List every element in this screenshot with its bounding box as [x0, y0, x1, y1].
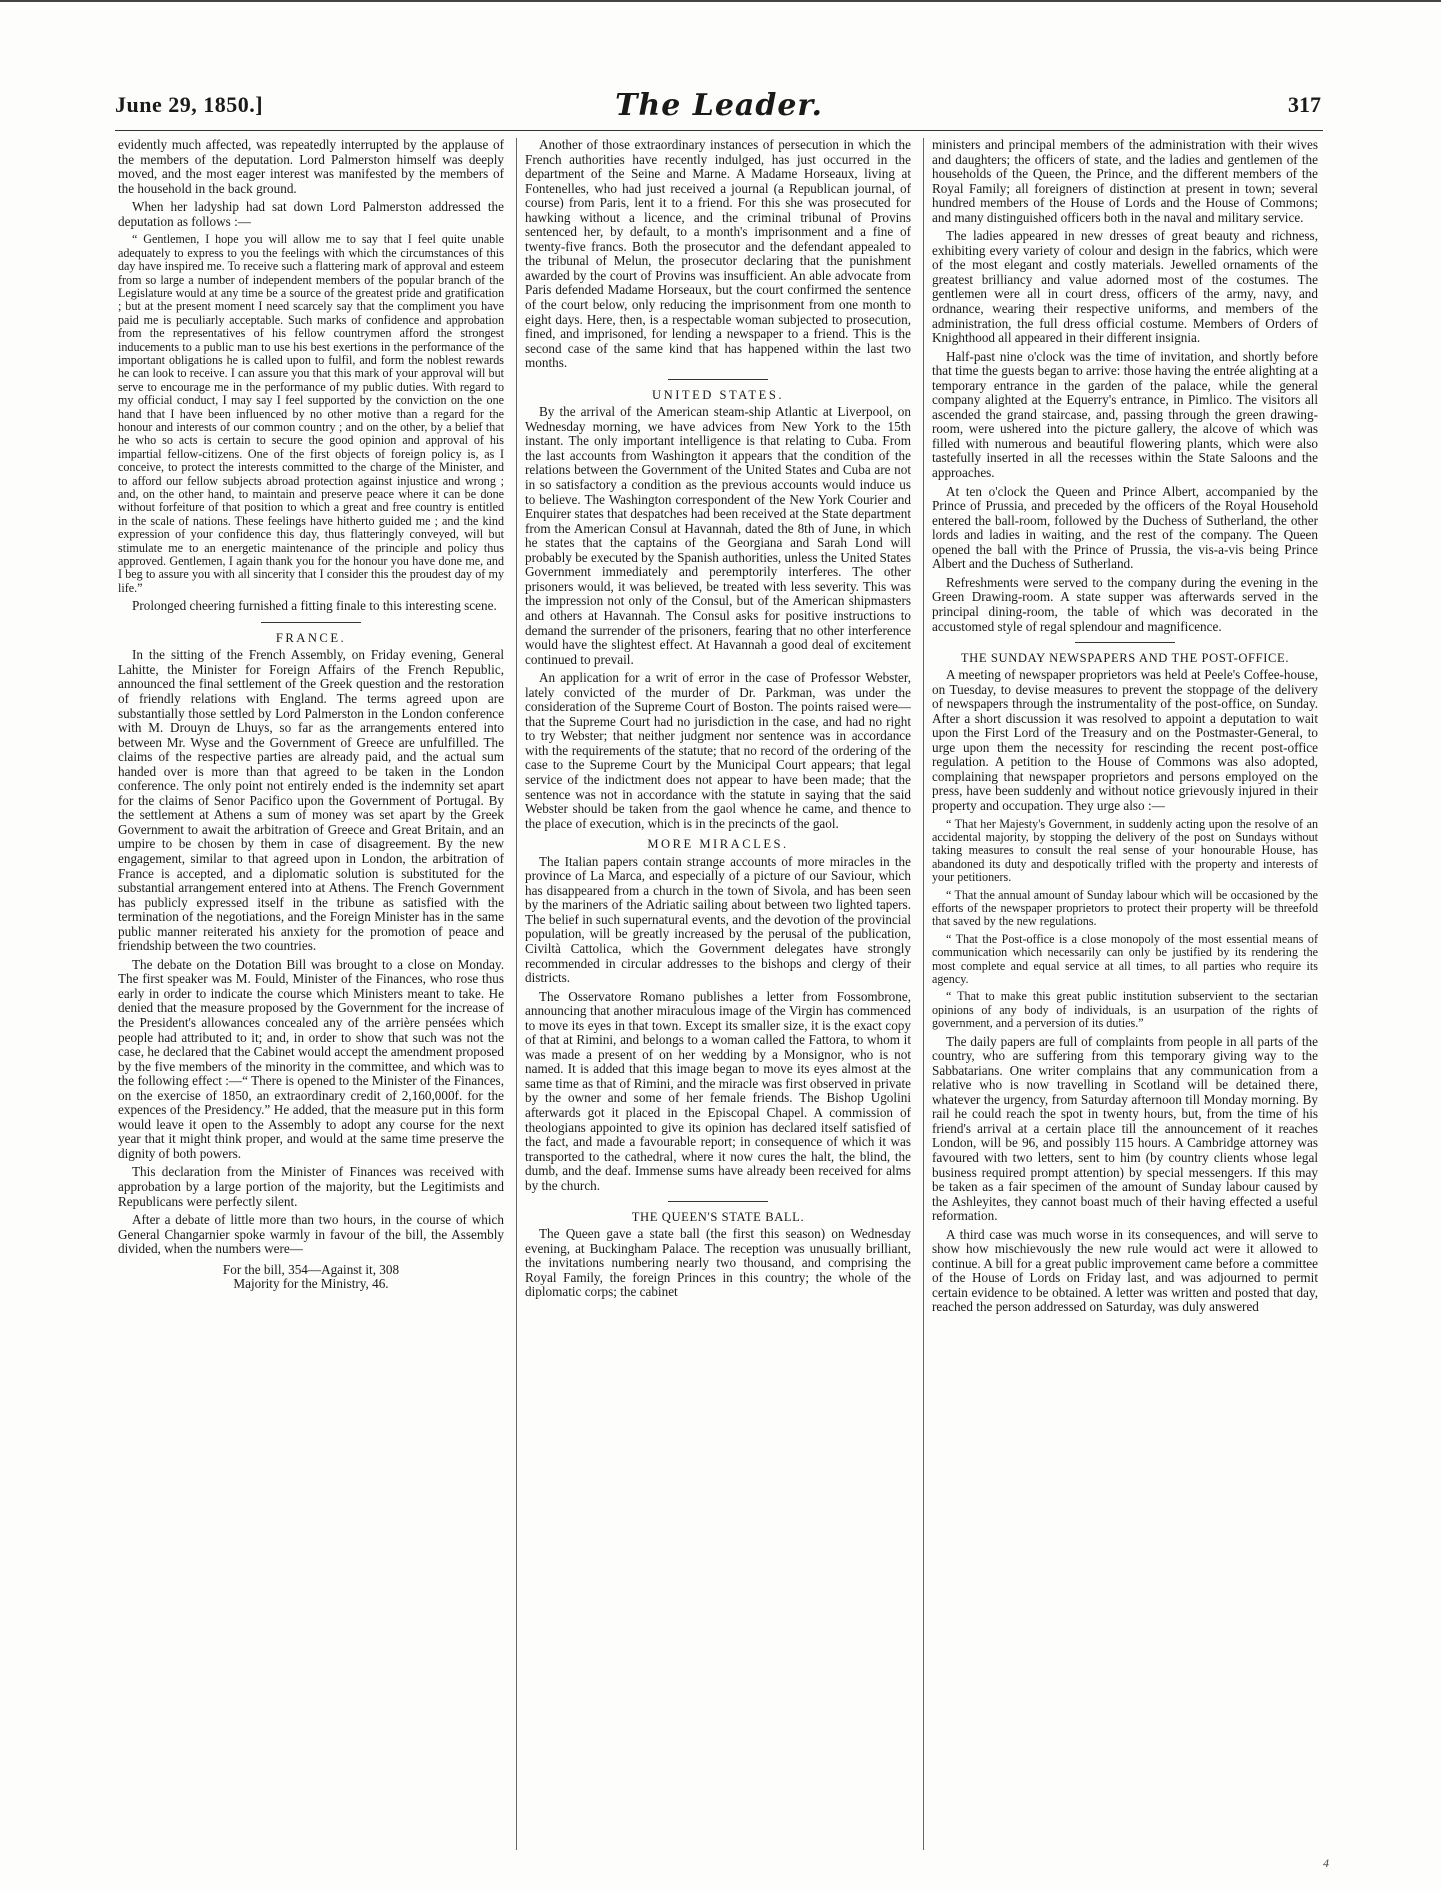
paragraph: Another of those extraordinary instances of persecution in which the French authorities have recently indulged, has just occurred in the department of the Seine and Marne. A Madame Horseaux, living at Fontenelles, who had just received a journal (a Republican journal, of course) from Paris, lent it to a friend. For this she was prosecuted for hawking without a licence, and the criminal tribunal of Provins sentenced her, by default, to a month's imprisonment and a fine of twenty-five francs. Both the prosecutor and the defendant appealed to the tribunal of Melun, the prosecutor declaring that the punishment awarded by the court of Provins was insufficient. An able advocate from Paris defended Madame Horseaux, but the court confirmed the sentence of the court below, only reducing the imprisonment from one month to eight days. Here, then, is a respectable woman subjected to prosecution, fined, and imprisoned, for lending a newspaper to a friend. This is the second case of the same kind that has happened within the last two months.	[525, 138, 911, 371]
column-rule	[516, 138, 517, 1850]
paragraph: A meeting of newspaper proprietors was held at Peele's Coffee-house, on Tuesday, to devise measures to prevent the stoppage of the delivery of newspapers through the instrumentality of the post-office, on Sunday. After a short discussion it was resolved to appoint a deputation to wait upon the First Lord of the Treasury and on the Postmaster-General, to urge upon them the necessity for rescinding the recent post-office regulation. A petition to the House of Commons was also adopted, complaining that newspaper proprietors and persons employed on the press, have been suddenly and without notice grievously injured in their property and occupation. They urge also :—	[932, 667, 1318, 813]
paragraph: The debate on the Dotation Bill was brought to a close on Monday. The first speaker was M. Fould, Minister of the Finances, who rose thus early in order to indicate the course which Ministers meant to take. He denied that the measure proposed by the Government for the increase of the President's allowances concealed any of the arrière pensées which people had attributed to it; and, in order to show that such was not the case, he declared that the Cabinet would accept the amendment proposed by the five members of the minority in the committee, and which was to the following effect :—“ There is opened to the Minister of the Finances, on the exercise of 1850, an extraordinary credit of 2,160,000f. for the expences of the Presidency.” He added, that the measure put in this form would leave it open to the Assembly to adopt any course for the next year that it might think proper, and would at the same time preserve the dignity of both powers.	[118, 956, 504, 1161]
page-corner-mark: 4	[1323, 1856, 1329, 1870]
petition-quote: “ That the annual amount of Sunday labour which will be occasioned by the efforts of the newspaper proprietors to protect their property will be threefold that saved by the new regulations.	[932, 887, 1318, 929]
section-divider	[668, 1201, 768, 1202]
top-rule	[0, 0, 1441, 16]
paragraph: After a debate of little more than two hours, in the course of which General Changarnier spoke warmly in favour of the bill, the Assembly divided, when the numbers were—	[118, 1212, 504, 1257]
paragraph: By the arrival of the American steam-ship Atlantic at Liverpool, on Wednesday morning, we have advices from New York to the 15th instant. The only important intelligence is that relating to Cuba. From the last accounts from Washington it appears that the condition of the relations between the Government of the United States and Cuba are not in so satisfactory a condition as the previous accounts would induce us to believe. The Washington correspondent of the New York Courier and Enquirer states that despatches had been received at the State department from the American Consul at Havannah, dated the 8th of June, in which he states that the captains of the Georgiana and Sarah Lond will probably be executed by the Spanish authorities, unless the United States Government immediately and peremptorily interferes. The other prisoners would, it was believed, be treated with less severity. This was the impression not only of the Consul, but of the American shipmasters and others at Havannah. The Consul asks for positive instructions to demand the surrender of the prisoners, fearing that no other interference would have the slightest effect. At Havannah a good deal of excitement continued to prevail.	[525, 404, 911, 667]
speech-quote: “ Gentlemen, I hope you will allow me to say that I feel quite unable adequately to express to you the feelings with which the circumstances of this day have inspired me. To receive such a flattering mark of approval and esteem from so large a number of independent members of the popular branch of the Legislature would at any time be a source of the greatest pride and gratification ; but at the present moment I need scarcely say that the compliment you have paid me is peculiarly acceptable. Such marks of confidence and approbation from the representatives of his fellow countrymen afford the strongest inducements to a public man to use his best exertions in the performance of the important obligations he is called upon to fulfil, and form the noblest rewards he can look to receive. I can assure you that this mark of your approval will but serve to encourage me in the performance of my public duties. With regard to my official conduct, I may say I feel supported by the conviction on the one hand that I have been influenced by no other motive than a regard for the honour and interests of our common country ; and on the other, by a belief that he who so acts is certain to secure the good opinion and approval of his impartial fellow-citizens. One of the first objects of foreign policy is, as I conceive, to protect the interests committed to the charge of the Minister, and to afford our fellow subjects abroad protection against injustice and wrong ; and, on the other hand, to maintain and preserve peace where it can be done without forfeiture of that position to which a great and free country is entitled in the scale of nations. These feelings have hitherto guided me ; and the kind expression of your confidence this day, thus flatteringly conveyed, will but stimulate me to an energetic maintenance of the principle and policy thus approved. Gentlemen, I again thank you for the honour you have done me, and I beg to assure you with all sincerity that I consider this the proudest day of my life.”	[118, 232, 504, 595]
column-1	[118, 138, 504, 1858]
paragraph: The daily papers are full of complaints from people in all parts of the country, who are suffering from this temporary giving way to the Sabbatarians. One writer complains that any communication from a relative who is now travelling in Scotland will be detained there, whatever the urgency, from Saturday afternoon till Monday morning. By rail he could reach the spot in twenty hours, but, from the time of his friend's arrival at a certain place till the announcement of it reaches London, will be 96, and possibly 115 hours. A Cambridge attorney was favoured with two letters, sent to him (by country clients whose legal business required prompt attention) by special messengers. If this may be taken as a fair specimen of the amount of Sunday labour caused by the Ashleyites, they cannot boast much of their having effected a useful reformation.	[932, 1033, 1318, 1224]
paragraph: The Osservatore Romano publishes a letter from Fossombrone, announcing that another miraculous image of the Virgin has commenced to move its eyes in that town. Except its smaller size, it is the exact copy of that at Rimini, and belongs to a woman called the Fattora, to whom it was made a present of on her wedding by a Monsignor, who is not named. It is added that this image began to move its eyes almost at the same time as that of Rimini, and the miracle was first observed in private by the owner and some of her female friends. The Bishop Ugolini afterwards got it placed in the Episcopal Chapel. A commission of theologians appointed to give its opinion has declared itself satisfied of the fact, and made a favourable report; in consequence of which it was transported to the cathedral, where it now cures the halt, the blind, the dumb, and the deaf. Immense sums have already been received for alms by the church.	[525, 988, 911, 1193]
section-heading-state-ball: THE QUEEN'S STATE BALL.	[631, 1210, 805, 1225]
page-number: 317	[1288, 92, 1321, 117]
petition-quote: “ That to make this great public institution subservient to the sectarian opinions of any body of individuals, is an usurpation of the rights of government, and a perversion of its duties.”	[932, 989, 1318, 1031]
section-divider	[668, 379, 768, 380]
paragraph: The ladies appeared in new dresses of great beauty and richness, exhibiting every variety of colour and design in the fabrics, which were of the most elegant and costly materials. Jewelled ornaments of the greatest brilliancy and value adorned most of the costumes. The gentlemen were all in court dress, officers of the army, navy, and ordnance, wearing their respective uniforms, and members of the administration, the full dress official costume. Members of Orders of Knighthood all appeared in their different insignia.	[932, 228, 1318, 346]
masthead-title: The Leader.	[615, 88, 823, 123]
section-divider	[261, 622, 361, 623]
paragraph: evidently much affected, was repeatedly interrupted by the applause of the members of the deputation. Lord Palmerston himself was deeply moved, and the most eager interest was manifested by the members of the household in the back ground.	[118, 138, 504, 196]
paragraph: A third case was much worse in its consequences, and will serve to show how mischievously the new rule would act were it allowed to continue. A bill for a great public improvement came before a committee of the House of Lords on Friday last, and was adjourned to permit certain evidence to be obtained. A letter was written and posted that day, reached the person addressed on Saturday, was duly answered	[932, 1226, 1318, 1315]
issue-date: June 29, 1850.]	[115, 92, 264, 117]
section-divider	[1075, 642, 1175, 643]
vote-majority: Majority for the Ministry, 46.	[233, 1276, 389, 1292]
vote-result: For the bill, 354—Against it, 308	[222, 1261, 400, 1277]
paragraph: When her ladyship had sat down Lord Palmerston addressed the deputation as follows :—	[118, 199, 504, 229]
column-rule	[923, 138, 924, 1850]
section-heading-united-states: UNITED STATES.	[652, 387, 784, 402]
paragraph: Half-past nine o'clock was the time of invitation, and shortly before that time the guests began to arrive: those having the entrée alighting at a temporary entrance in the garden of the palace, while the general company alighted at the Equerry's entrance, in Pimlico. The visitors all ascended the grand staircase, and, passing through the green drawing-room, were ushered into the picture gallery, the alcove of which was filled with numerous and beautiful flowering plants, which were also tastefully inserted in all the recesses within the State Saloons and the approaches.	[932, 348, 1318, 481]
page-header	[115, 88, 1323, 131]
paragraph: The Italian papers contain strange accounts of more miracles in the province of La Marca, and especially of a picture of our Saviour, which has disappeared from a church in the town of Sivola, and has been seen by the mariners of the Adriatic sailing about between two lighted tapers. The belief in such supernatural events, and the devotion of the provincial population, will be greatly increased by the perusal of the publication, Civiltà Cattolica, which the Government delegates have strongly recommended in circular addresses to the bishops and clergy of their districts.	[525, 853, 911, 986]
paragraph: This declaration from the Minister of Finances was received with approbation by a large portion of the majority, but the Legitimists and Republicans were perfectly silent.	[118, 1164, 504, 1209]
paragraph: ministers and principal members of the administration with their wives and daughters; the officers of state, and the ladies and gentlemen of the households of the Queen, the Prince, and the different members of the Royal Family; all foreigners of distinction at present in town; several hundred members of the House of Lords and the House of Commons; and many distinguished officers both in the naval and military service.	[932, 138, 1318, 225]
section-heading-sunday-newspapers: THE SUNDAY NEWSPAPERS AND THE POST-OFFICE.	[960, 651, 1290, 666]
petition-quote: “ That her Majesty's Government, in suddenly acting upon the resolve of an accidental majority, by stopping the delivery of the post on Sundays without taking measures to consult the real sense of your honourable House, has abandoned its duty and despotically trifled with the property and interests of your petitioners.	[932, 816, 1318, 885]
section-heading-france: FRANCE.	[275, 630, 347, 645]
paragraph: At ten o'clock the Queen and Prince Albert, accompanied by the Prince of Prussia, and preceded by the officers of the Royal Household entered the ball-room, followed by the Duchess of Sutherland, the other lords and ladies in waiting, and the rest of the company. The Queen opened the ball with the Prince of Prussia, the vis-a-vis being Prince Albert and the Duchess of Sutherland.	[932, 483, 1318, 572]
paragraph: The Queen gave a state ball (the first this season) on Wednesday evening, at Buckingham Palace. The reception was unusually brilliant, the invitations numbering nearly two thousand, and comprising the Royal Family, the foreign Princes in this country; the whole of the diplomatic corps; the cabinet	[525, 1226, 911, 1300]
paragraph: An application for a writ of error in the case of Professor Webster, lately convicted of the murder of Dr. Parkman, was under the consideration of the Supreme Court of Boston. The points raised were—that the Supreme Court had no jurisdiction in the case, and had no right to try Webster; that neither judgment nor sentence was in accordance with the requirements of the statute; that no record of the ordering of the case to the Supreme Court by the Municipal Court appears; that legal service of the indictment does not appear to have been made; that the sentence was not in accordance with the statute in saying that the said Webster should be taken from the gaol whence he came, and thence to the place of execution, which is in the precincts of the gaol.	[525, 670, 911, 831]
column-2	[525, 138, 911, 1858]
section-heading-more-miracles: MORE MIRACLES.	[647, 837, 789, 852]
paragraph: Refreshments were served to the company during the evening in the Green Drawing-room. A state supper was afterwards served in the principal dining-room, the table of which was decorated in the accustomed style of regal splendour and magnificence.	[932, 574, 1318, 634]
column-3	[932, 138, 1318, 1858]
paragraph: Prolonged cheering furnished a fitting finale to this interesting scene.	[132, 598, 497, 614]
paragraph: In the sitting of the French Assembly, on Friday evening, General Lahitte, the Minister for Foreign Affairs of the French Republic, announced the final settlement of the Greek question and the restoration of friendly relations with England. The terms agreed upon are substantially those settled by Lord Palmerston in the London conference with M. Drouyn de Lhuys, so far as the arrangements entered into between Mr. Wyse and the Government of Greece are unfulfilled. The claims of the respective parties are already paid, and the actual sum handed over is more than that agreed to be taken in the London conference. The only point not entirely ended is the indemnity set apart for the claims of Senor Pacifico upon the Government of Portugal. By the settlement at Athens a sum of money was set apart by the Greek Government to await the arbitration of Greece and Great Britain, and an umpire to be chosen by them in case of disagreement. By the new engagement, similar to that agreed upon in London, the arbitration of France is accepted, and a diplomatic solution is substituted for the substantial arrangement entered into at Athens. The French Government has publicly expressed itself in the tribune as satisfied with the termination of the negotiations, and the Foreign Minister has in the same public manner reiterated his anxiety for the promotion of peace and friendship between the two countries.	[118, 647, 504, 954]
petition-quote: “ That the Post-office is a close monopoly of the most essential means of communication which necessarily can only be justified by its rendering the most complete and equal service at all times, to all parties who require its agency.	[932, 931, 1318, 986]
